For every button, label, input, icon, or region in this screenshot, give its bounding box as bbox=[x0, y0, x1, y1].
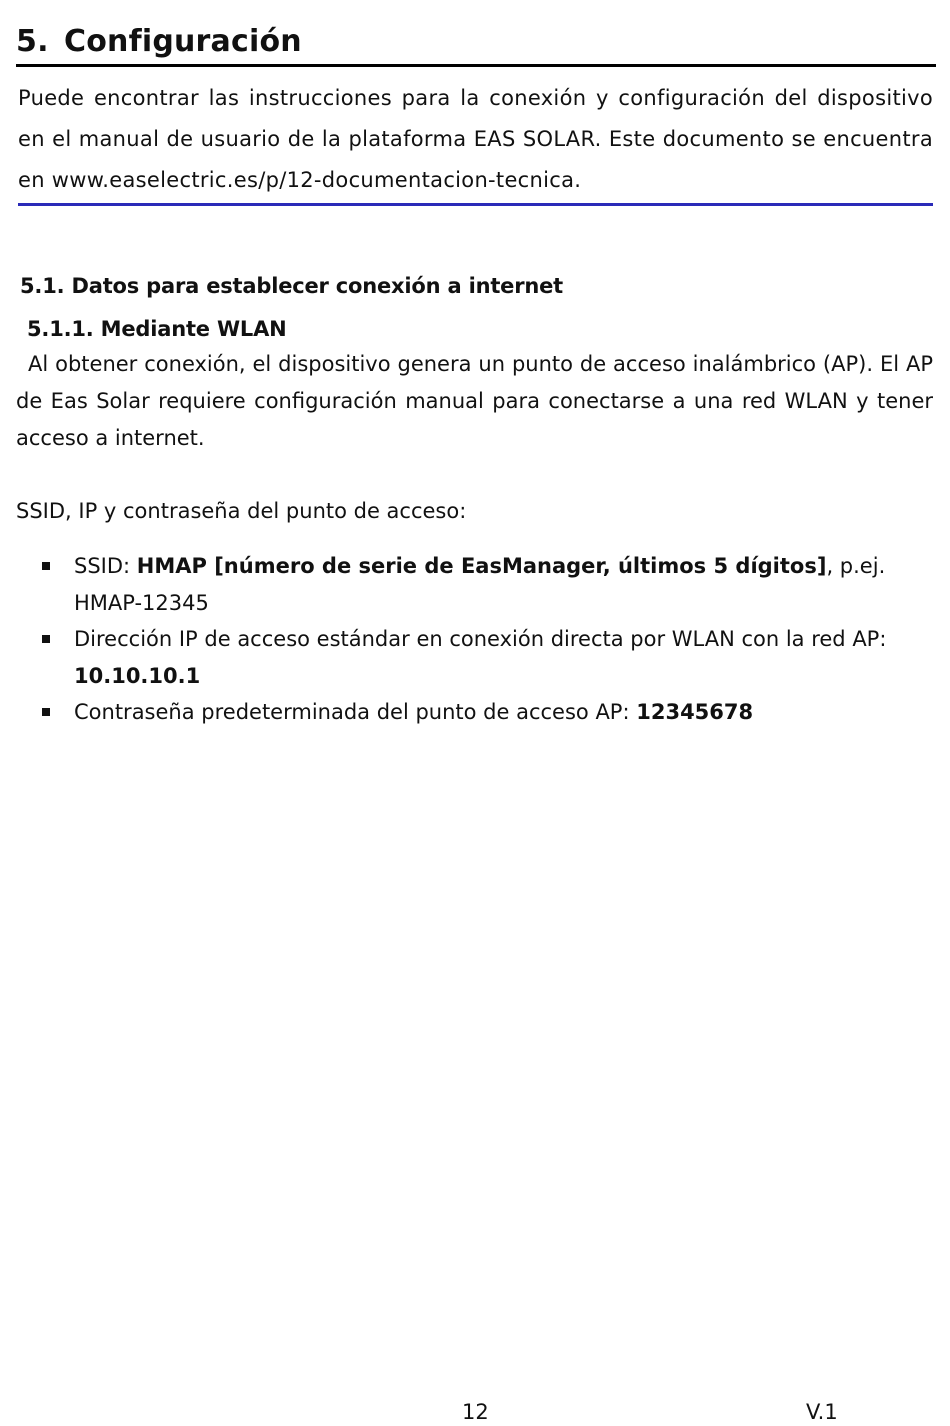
section-heading bbox=[16, 22, 936, 67]
section-title: Configuración bbox=[64, 24, 302, 59]
square-bullet-icon bbox=[42, 708, 50, 716]
list-item-suffix: , p.ej. HMAP-12345 bbox=[74, 554, 886, 615]
list-item-value: HMAP [número de serie de EasManager, últimos 5 dígitos] bbox=[136, 554, 827, 578]
list-item-label: Contraseña predeterminada del punto de acceso AP: bbox=[74, 700, 637, 724]
ap-info-list bbox=[0, 548, 930, 731]
list-item bbox=[0, 694, 930, 731]
list-item bbox=[0, 548, 930, 621]
list-item-label: SSID: bbox=[74, 554, 137, 578]
section-number: 5. bbox=[16, 24, 49, 59]
list-item-value: 10.10.10.1 bbox=[74, 663, 201, 688]
square-bullet-icon bbox=[42, 562, 50, 570]
document-version: V.1 bbox=[806, 1400, 838, 1424]
wlan-paragraph: Al obtener conexión, el dispositivo genera un punto de acceso inalámbrico (AP). El AP de Eas Solar requiere configuración manual para conectarse a una red WLAN y tener acceso a internet. bbox=[16, 352, 933, 450]
intro-paragraph: Puede encontrar las instrucciones para la conexión y configuración del dispositivo en el manual de usuario de la plataforma EAS SOLAR. Este documento se encuentra en www.easelectric.es/p/12-documentacion-tecnica. bbox=[18, 78, 933, 206]
subsubsection-heading: 5.1.1. Mediante WLAN bbox=[27, 317, 287, 341]
list-item bbox=[0, 621, 930, 694]
square-bullet-icon bbox=[42, 635, 50, 643]
list-item-value: 12345678 bbox=[636, 700, 754, 724]
list-item-label: Dirección IP de acceso estándar en conexión directa por WLAN con la red AP: bbox=[74, 627, 887, 651]
ap-info-lead: SSID, IP y contraseña del punto de acceso: bbox=[16, 499, 467, 523]
subsection-heading: 5.1. Datos para establecer conexión a internet bbox=[20, 274, 563, 298]
page-number: 12 bbox=[462, 1400, 489, 1424]
